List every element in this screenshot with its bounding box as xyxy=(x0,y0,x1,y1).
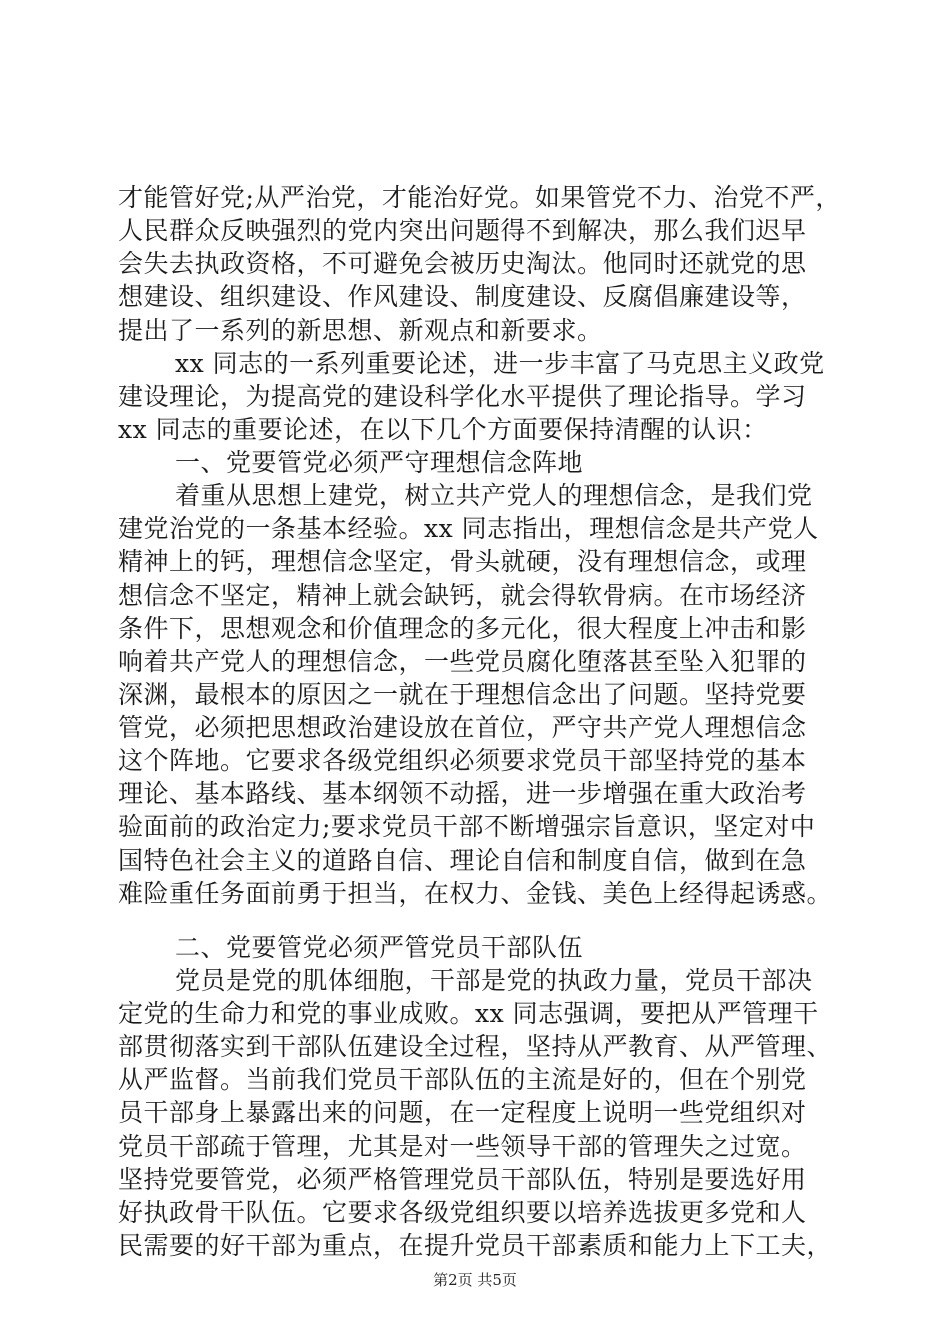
section-heading-2: 二、党要管党必须严管党员干部队伍 xyxy=(175,932,584,962)
text-line: 定党的生命力和党的事业成败。xx 同志强调，要把从严管理干 xyxy=(118,999,819,1029)
text-line: 想建设、组织建设、作风建设、制度建设、反腐倡廉建设等， xyxy=(118,282,807,312)
text-line: 条件下，思想观念和价值理念的多元化，很大程度上冲击和影 xyxy=(118,613,807,643)
text-line: 人民群众反映强烈的党内突出问题得不到解决，那么我们迟早 xyxy=(118,216,807,246)
text-line: 部贯彻落实到干部队伍建设全过程，坚持从严教育、从严管理、 xyxy=(118,1032,833,1062)
text-line: 建设理论，为提高党的建设科学化水平提供了理论指导。学习 xyxy=(118,381,807,411)
text-line: 理论、基本路线、基本纲领不动摇，进一步增强在重大政治考 xyxy=(118,779,807,809)
text-line: 才能管好党;从严治党，才能治好党。如果管党不力、治党不严， xyxy=(118,183,841,212)
text-line: 会失去执政资格，不可避免会被历史淘汰。他同时还就党的思 xyxy=(118,249,807,279)
text-line: 好执政骨干队伍。它要求各级党组织要以培养选拔更多党和人 xyxy=(118,1197,807,1227)
text-line: 这个阵地。它要求各级党组织必须要求党员干部坚持党的基本 xyxy=(118,746,807,776)
text-line: 从严监督。当前我们党员干部队伍的主流是好的，但在个别党 xyxy=(118,1065,807,1095)
text-line: 党员干部疏于管理，尤其是对一些领导干部的管理失之过宽。 xyxy=(118,1131,807,1161)
text-line: 员干部身上暴露出来的问题，在一定程度上说明一些党组织对 xyxy=(118,1098,807,1128)
section-heading-1: 一、党要管党必须严守理想信念阵地 xyxy=(175,448,584,478)
text-line: 精神上的钙，理想信念坚定，骨头就硬，没有理想信念，或理 xyxy=(118,547,807,577)
paragraph-first-line: 着重从思想上建党，树立共产党人的理想信念，是我们党 xyxy=(175,481,813,511)
text-line: 深渊，最根本的原因之一就在于理想信念出了问题。坚持党要 xyxy=(118,679,807,709)
text-line: 响着共产党人的理想信念，一些党员腐化堕落甚至坠入犯罪的 xyxy=(118,646,807,676)
text-line: 国特色社会主义的道路自信、理论自信和制度自信，做到在急 xyxy=(118,845,807,875)
text-line: 民需要的好干部为重点，在提升党员干部素质和能力上下工夫， xyxy=(118,1231,833,1260)
text-line: 想信念不坚定，精神上就会缺钙，就会得软骨病。在市场经济 xyxy=(118,580,807,610)
paragraph-first-line: 党员是党的肌体细胞，干部是党的执政力量，党员干部决 xyxy=(175,965,813,995)
paragraph-first-line: xx 同志的一系列重要论述，进一步丰富了马克思主义政党 xyxy=(175,348,825,378)
page-footer: 第2页 共5页 xyxy=(433,1271,517,1289)
text-line: 坚持党要管党，必须严格管理党员干部队伍，特别是要选好用 xyxy=(118,1164,807,1194)
text-line: 管党，必须把思想政治建设放在首位，严守共产党人理想信念 xyxy=(118,713,807,743)
text-line: 提出了一系列的新思想、新观点和新要求。 xyxy=(118,315,603,345)
text-line: 验面前的政治定力;要求党员干部不断增强宗旨意识，坚定对中 xyxy=(118,812,816,842)
text-line: xx 同志的重要论述，在以下几个方面要保持清醒的认识： xyxy=(118,414,768,444)
text-line: 难险重任务面前勇于担当，在权力、金钱、美色上经得起诱惑。 xyxy=(118,878,833,908)
text-line: 建党治党的一条基本经验。xx 同志指出，理想信念是共产党人 xyxy=(118,514,819,544)
